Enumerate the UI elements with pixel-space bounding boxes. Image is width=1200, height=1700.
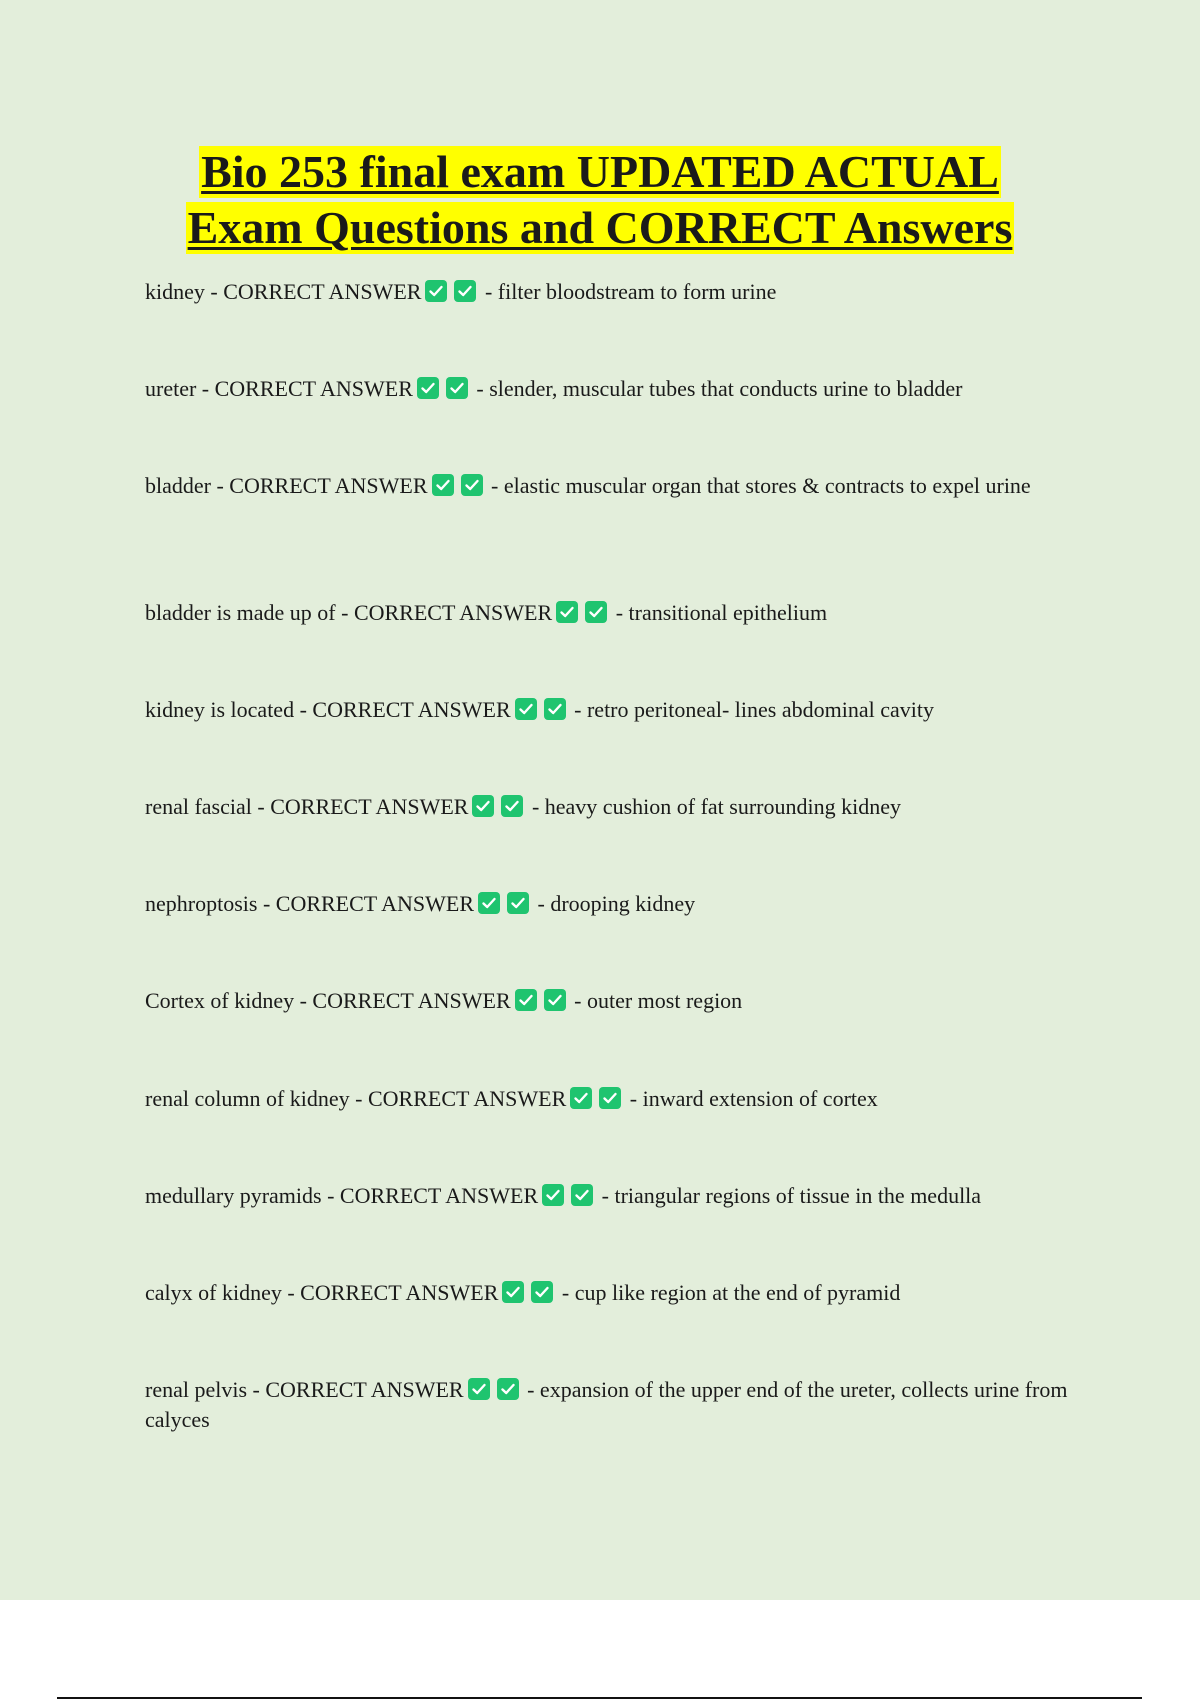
check-box-icon — [599, 1087, 621, 1109]
qa-item — [145, 986, 1075, 1016]
qa-item — [145, 1084, 1075, 1114]
check-box-icon — [417, 377, 439, 399]
correct-answer-label: CORRECT ANSWER — [339, 1183, 539, 1208]
qa-item — [145, 471, 1075, 501]
correct-answer-label: CORRECT ANSWER — [368, 1086, 567, 1111]
check-box-icon — [515, 698, 537, 720]
qa-term: renal column of kidney - — [145, 1086, 368, 1111]
check-box-icon — [432, 474, 454, 496]
qa-definition: - slender, muscular tubes that conducts urine to bladder — [470, 376, 963, 401]
qa-item — [145, 889, 1075, 919]
qa-term: bladder - — [145, 473, 230, 498]
qa-item — [145, 1181, 1075, 1211]
check-box-icon — [542, 1184, 564, 1206]
check-box-icon — [515, 989, 537, 1011]
check-box-icon — [531, 1281, 553, 1303]
check-box-icon — [446, 377, 468, 399]
qa-definition: - inward extension of cortex — [624, 1086, 878, 1111]
check-box-icon — [585, 601, 607, 623]
check-box-icon — [461, 474, 483, 496]
qa-item — [145, 277, 1075, 307]
check-box-icon — [454, 280, 476, 302]
qa-term: ureter - — [145, 376, 215, 401]
qa-term: medullary pyramids - — [145, 1183, 340, 1208]
qa-definition: - retro peritoneal- lines abdominal cavity — [568, 697, 934, 722]
qa-term: kidney is located - — [145, 697, 313, 722]
qa-item — [145, 598, 1075, 628]
qa-term: renal pelvis - — [145, 1377, 266, 1402]
title-line-2: Exam Questions and CORRECT Answers — [187, 202, 1013, 253]
qa-definition: - elastic muscular organ that stores & contracts to expel urine — [485, 473, 1031, 498]
correct-answer-label: CORRECT ANSWER — [214, 376, 413, 401]
qa-definition: - outer most region — [568, 988, 743, 1013]
qa-definition: - triangular regions of tissue in the medulla — [596, 1183, 982, 1208]
qa-definition: - transitional epithelium — [610, 600, 828, 625]
qa-term: bladder is made up of - — [145, 600, 354, 625]
check-box-icon — [544, 989, 566, 1011]
title-line-1: Bio 253 final exam UPDATED ACTUAL — [201, 146, 999, 197]
qa-definition: - expansion of the upper end of the ureter, collects urine from calyces — [145, 1377, 1068, 1432]
correct-answer-label: CORRECT ANSWER — [300, 1280, 499, 1305]
correct-answer-label: CORRECT ANSWER — [275, 891, 475, 916]
qa-item — [145, 792, 1075, 822]
qa-definition: - cup like region at the end of pyramid — [556, 1280, 901, 1305]
qa-item — [145, 695, 1075, 725]
check-box-icon — [570, 1087, 592, 1109]
qa-item — [145, 1375, 1075, 1435]
check-box-icon — [501, 795, 523, 817]
check-box-icon — [468, 1378, 490, 1400]
qa-term: Cortex of kidney - — [145, 988, 313, 1013]
qa-definition: - drooping kidney — [532, 891, 696, 916]
qa-definition: - filter bloodstream to form urine — [479, 279, 777, 304]
check-box-icon — [507, 892, 529, 914]
check-box-icon — [502, 1281, 524, 1303]
check-box-icon — [571, 1184, 593, 1206]
check-box-icon — [497, 1378, 519, 1400]
qa-term: renal fascial - — [145, 794, 271, 819]
correct-answer-label: CORRECT ANSWER — [312, 697, 511, 722]
correct-answer-label: CORRECT ANSWER — [229, 473, 428, 498]
qa-item — [145, 374, 1075, 404]
qa-term: calyx of kidney - — [145, 1280, 301, 1305]
document-title — [0, 146, 1200, 258]
footer-divider — [57, 1697, 1142, 1699]
correct-answer-label: CORRECT ANSWER — [223, 279, 422, 304]
correct-answer-label: CORRECT ANSWER — [270, 794, 469, 819]
qa-term: nephroptosis - — [145, 891, 276, 916]
check-box-icon — [478, 892, 500, 914]
qa-item — [145, 1278, 1075, 1308]
qa-term: kidney - — [145, 279, 224, 304]
check-box-icon — [556, 601, 578, 623]
qa-definition: - heavy cushion of fat surrounding kidney — [526, 794, 901, 819]
check-box-icon — [425, 280, 447, 302]
correct-answer-label: CORRECT ANSWER — [265, 1377, 464, 1402]
correct-answer-label: CORRECT ANSWER — [312, 988, 511, 1013]
correct-answer-label: CORRECT ANSWER — [353, 600, 553, 625]
check-box-icon — [544, 698, 566, 720]
check-box-icon — [472, 795, 494, 817]
